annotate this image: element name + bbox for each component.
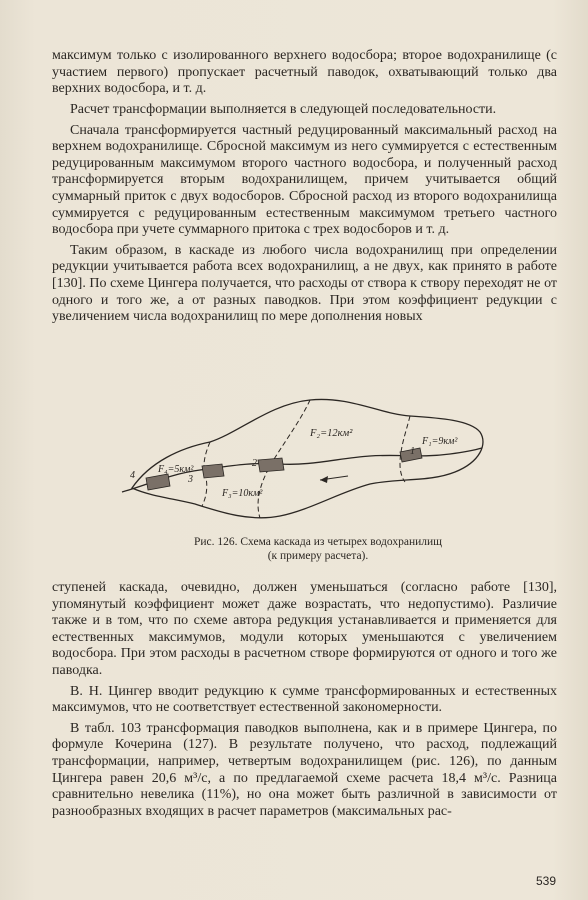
label-n2: 2 — [252, 458, 257, 469]
reservoir-4 — [146, 474, 170, 490]
page-number: 539 — [535, 874, 556, 888]
paragraph-4: ступеней каскада, очевидно, должен уменьшаться (согласно работе [130], упомянутый коэффициент может даже возрастать, что недопустимо). Различие также и в том, что по схеме автора редукция устанавливается и применяется для естественных максимумов, модули которых уменьшаются с увеличением водосбора. При этом расходы в расчетном створе формируются от одного и того же паводка. — [52, 580, 557, 678]
label-n3: 3 — [188, 474, 193, 485]
reservoir-2 — [258, 458, 284, 472]
figure-caption — [118, 535, 518, 563]
label-f4: F₄=5км² — [158, 464, 194, 475]
divider-1 — [400, 416, 410, 482]
label-n1: 1 — [410, 446, 415, 457]
label-n4: 4 — [130, 470, 135, 481]
paragraph-5: В. Н. Цингер вводит редукцию к сумме трансформированных и естественных максимумов, что не соответствует естественной закономерности. — [52, 683, 557, 716]
label-f2: F₂=12км² — [310, 428, 353, 439]
paragraph-1: Расчет трансформации выполняется в следующей последовательности. — [70, 102, 497, 117]
cascade-figure — [110, 392, 510, 532]
label-f1: F₁=9км² — [422, 436, 458, 447]
reservoir-3 — [202, 464, 224, 478]
top-note — [52, 48, 557, 98]
flow-arrowhead — [320, 476, 328, 483]
paragraph-3: Таким образом, в каскаде из любого числа водохранилищ при определении редукции учитывается работа всех водохранилищ, а не двух, как принято в работе [130]. По схеме Цингера получается, что расходы от створа к створу переходят не от одного и того же, а от разных паводков. При этом коэффициент редукции с увеличением числа водохранилищ по мере дополнения новых — [52, 242, 557, 325]
figure-caption-line2: (к примеру расчета). — [267, 550, 369, 562]
paragraph-6: В табл. 103 трансформация паводков выполнена, как и в примере Цингера, по формуле Кочерина (127). В результате получено, что расход, подлежащий трансформации, например, четвертым водохранилищем (рис. 126), по данным Цингера равен 20,6 м³/с, а по предлагаемой схеме расчета 18,4 м³/с. Разница сравнительно невелика (11%), но она может быть различной в зависимости от разнообразных входящих в расчет параметров (максимальных рас- — [52, 720, 557, 819]
top-note-text: максимум только с изолированного верхнего водосбора; второе водохранилище (с участием первого) пропускает расчетный паводок, охватывающий только два верхних водосбора, и т. д. — [52, 48, 557, 97]
label-f3: F₃=10км² — [222, 488, 263, 499]
paragraph-2: Сначала трансформируется частный редуцированный максимальный расход на верхнем водохранилище. Сбросной максимум из него суммируется с естественным редуцированным максимумом второго частного водосбора, и полученный расход трансформируется вторым водохранилищем, причем учитывается общий суммарный приток с двух водосборов. Сбросной расход из второго водохранилища суммируется с редуцированным естественным максимумом третьего частного водосбора при учете суммарного притока с трех водосборов и т. д. — [52, 122, 557, 238]
text-block-bottom — [52, 580, 557, 824]
basin-outline — [132, 399, 483, 517]
figure-caption-line1: Рис. 126. Схема каскада из четырех водохранилищ — [193, 536, 443, 548]
text-block-top — [52, 102, 557, 330]
